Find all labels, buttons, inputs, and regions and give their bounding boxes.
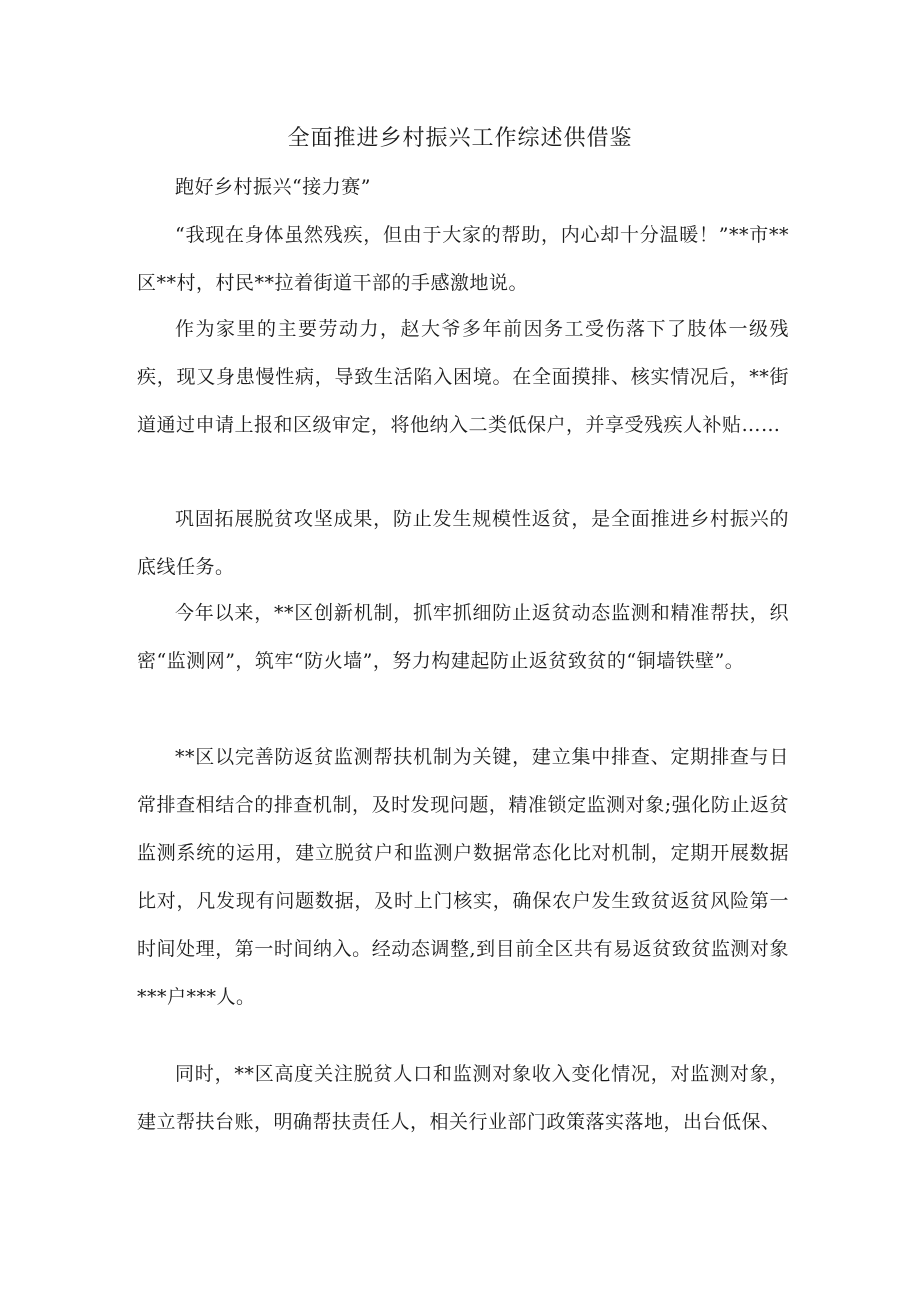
paragraph: 作为家里的主要劳动力，赵大爷多年前因务工受伤落下了肢体一级残疾，现又身患慢性病，导致生活陷入困境。在全面摸排、核实情况后，**街道通过申请上报和区级审定，将他纳入二类低保户，并享受残疾人补贴……: [137, 318, 789, 436]
paragraph-block-4: [137, 589, 789, 685]
document-title: 全面推进乡村振兴工作综述供借鉴: [287, 126, 633, 151]
paragraph-block-5: [137, 733, 789, 1021]
paragraph: 今年以来，**区创新机制，抓牢抓细防止返贫动态监测和精准帮扶，织密“监测网”，筑牢“防火墙”，努力构建起防止返贫致贫的“铜墙铁壁”。: [137, 602, 789, 672]
paragraph-block-2: [137, 305, 789, 449]
paragraph-block-6: [137, 1050, 789, 1146]
paragraph: 巩固拓展脱贫攻坚成果，防止发生规模性返贫，是全面推进乡村振兴的底线任务。: [137, 508, 789, 578]
paragraph: “我现在身体虽然残疾，但由于大家的帮助，内心却十分温暖！”**市**区**村，村民**拉着街道干部的手感激地说。: [137, 224, 789, 294]
paragraph-block-3: [137, 495, 789, 591]
paragraph-block-1: [137, 211, 789, 307]
paragraph: **区以完善防返贫监测帮扶机制为关键，建立集中排查、定期排查与日常排查相结合的排查机制，及时发现问题，精准锁定监测对象;强化防止返贫监测系统的运用，建立脱贫户和监测户数据常态化比对机制，定期开展数据比对，凡发现有问题数据，及时上门核实，确保农户发生致贫返贫风险第一时间处理，第一时间纳入。经动态调整,到目前全区共有易返贫致贫监测对象***户***人。: [137, 746, 789, 1008]
document-subheading: 跑好乡村振兴“接力赛”: [175, 176, 371, 198]
paragraph: 同时，**区高度关注脱贫人口和监测对象收入变化情况，对监测对象，建立帮扶台账，明确帮扶责任人，相关行业部门政策落实落地，出台低保、: [137, 1063, 789, 1133]
